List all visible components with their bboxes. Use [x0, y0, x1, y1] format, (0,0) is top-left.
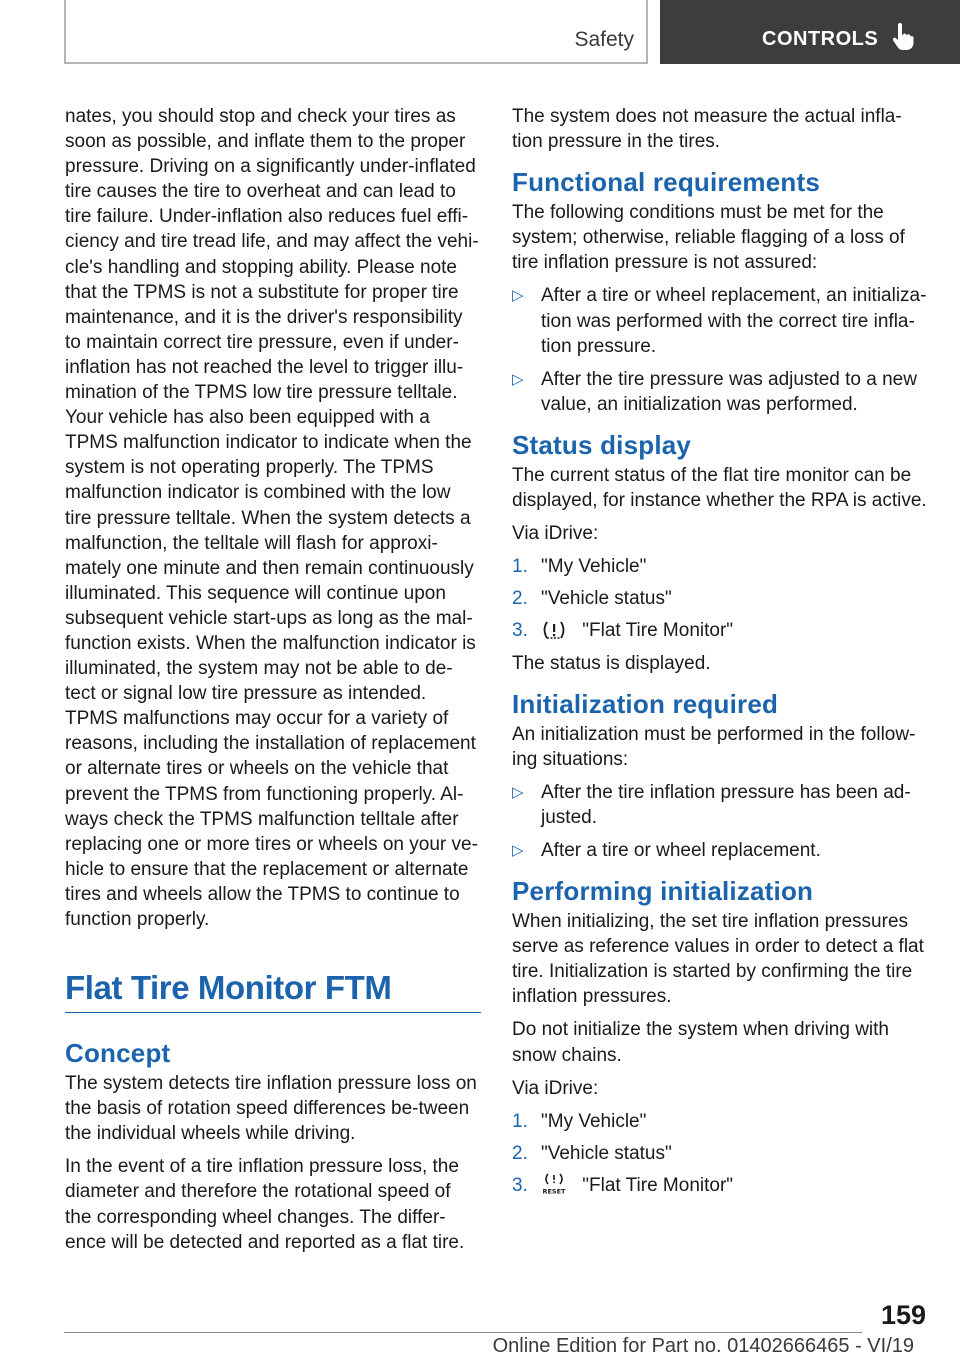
status-steps-list: [512, 554, 932, 643]
step-item: [512, 586, 932, 611]
tpms-continuation-paragraph: nates, you should stop and check your tires as soon as possible, and inflate them to the proper pressure. Driving on a significantly under-inflated tire causes the tire to overheat and can lead to tire failure. Under-inflation also reduces fuel effi-ciency and tire tread life, and may affect the vehi-cle's handling and stopping ability. Please note that the TPMS is not a substitute for proper tire maintenance, and it is the driver's responsibility to maintain correct tire pressure, even if under-inflation has not reached the level to trigger illu-mination of the TPMS low tire pressure telltale. Your vehicle has also been equipped with a TPMS malfunction indicator to indicate when the system is not operating properly. The TPMS malfunction indicator is combined with the low tire pressure telltale. When the system detects a malfunction, the telltale will flash for approxi-mately one minute and then remain continuously illuminated. This sequence will continue upon subsequent vehicle start-ups as long as the mal-function exists. When the malfunction indicator is illuminated, the system may not be able to de-tect or signal low tire pressure as intended. TPMS malfunctions may occur for a variety of reasons, including the installation of replacement or alternate tires or wheels on the vehicle that prevent the TPMS from functioning properly. Al-ways check the TPMS malfunction telltale after replacing one or more tires or wheels on your ve-hicle to ensure that the replacement or alternate tires and wheels allow the TPMS to continue to function properly.: [65, 106, 479, 930]
initialization-required-heading: Initialization required: [512, 688, 779, 719]
status-via-idrive: Via iDrive:: [512, 523, 599, 545]
concept-paragraph-1: The system detects tire inflation pressure loss on the basis of rotation speed differences be-tween the individual wheels while driving.: [65, 1073, 477, 1145]
step-text: "My Vehicle": [541, 556, 647, 578]
step-item: [512, 1173, 932, 1198]
right-column: [512, 104, 932, 1205]
page-number: 159: [880, 1300, 926, 1330]
step-number: 1.: [512, 556, 528, 578]
functional-requirements-list: [512, 283, 932, 416]
list-item: ▷ After the tire inflation pressure has been ad-justed.: [512, 780, 932, 830]
perf-via-idrive: Via iDrive:: [512, 1077, 599, 1099]
step-text: "Vehicle status": [541, 588, 672, 610]
step-item: [512, 618, 932, 643]
tire-reset-icon: [541, 1173, 567, 1195]
tire-warning-icon: [541, 620, 567, 640]
concept-paragraph-2: In the event of a tire inflation pressure loss, the diameter and therefore the rotational speed of the corresponding wheel changes. The differ-ence will be detected and reported as a flat tire.: [65, 1156, 465, 1253]
measurement-note: The system does not measure the actual infla-tion pressure in the tires.: [512, 106, 902, 153]
status-display-heading: Status display: [512, 429, 692, 460]
step-text: "My Vehicle": [541, 1110, 647, 1132]
concept-heading: Concept: [65, 1038, 171, 1069]
initialization-required-paragraph: An initialization must be performed in the follow-ing situations:: [512, 723, 916, 770]
step-number: 1.: [512, 1110, 528, 1132]
step-number: 3.: [512, 620, 528, 642]
performing-initialization-heading: Performing initialization: [512, 876, 814, 907]
status-display-paragraph: The current status of the flat tire monitor can be displayed, for instance whether the RPA is active.: [512, 464, 927, 512]
list-item: ▷ After a tire or wheel replacement.: [512, 838, 932, 863]
chapter-tab: [64, 0, 648, 64]
step-item: [512, 1141, 932, 1166]
footer-divider: [64, 1332, 862, 1333]
pointing-hand-icon: [892, 23, 914, 51]
functional-requirements-heading: Functional requirements: [512, 167, 820, 198]
status-result: The status is displayed.: [512, 652, 711, 674]
step-text: "Vehicle status": [541, 1142, 672, 1164]
section-tab-label: CONTROLS: [762, 28, 879, 50]
section-title: Flat Tire Monitor FTM: [65, 966, 481, 1013]
step-item: [512, 554, 932, 579]
section-tab: [660, 0, 960, 64]
initialization-required-list: [512, 780, 932, 863]
step-number: 2.: [512, 588, 528, 610]
list-item: ▷ After a tire or wheel replacement, an initializa-tion was performed with the correct tire infla-tion pressure.: [512, 283, 932, 358]
list-item: ▷ After the tire pressure was adjusted to a new value, an initialization was performed.: [512, 367, 932, 417]
chapter-tab-label: Safety: [574, 28, 634, 51]
edition-footer: Online Edition for Part no. 01402666465 - VI/19: [492, 1335, 914, 1357]
performing-initialization-paragraph-1: When initializing, the set tire inflation pressures serve as reference values in order to detect a flat tire. Initialization is started by confirming the tire inflation pressures.: [512, 911, 924, 1008]
performing-initialization-paragraph-2: Do not initialize the system when driving with snow chains.: [512, 1019, 890, 1066]
step-item: [512, 1109, 932, 1134]
svg-text:RESET: RESET: [542, 1187, 566, 1195]
perf-steps-list: [512, 1109, 932, 1198]
step-text: "Flat Tire Monitor": [582, 620, 734, 642]
step-number: 3.: [512, 1174, 528, 1196]
left-column: [65, 104, 481, 1263]
functional-requirements-paragraph: The following conditions must be met for the system; otherwise, reliable flagging of a loss of tire inflation pressure is not assured:: [512, 202, 905, 274]
step-number: 2.: [512, 1142, 528, 1164]
step-text: "Flat Tire Monitor": [582, 1174, 734, 1196]
